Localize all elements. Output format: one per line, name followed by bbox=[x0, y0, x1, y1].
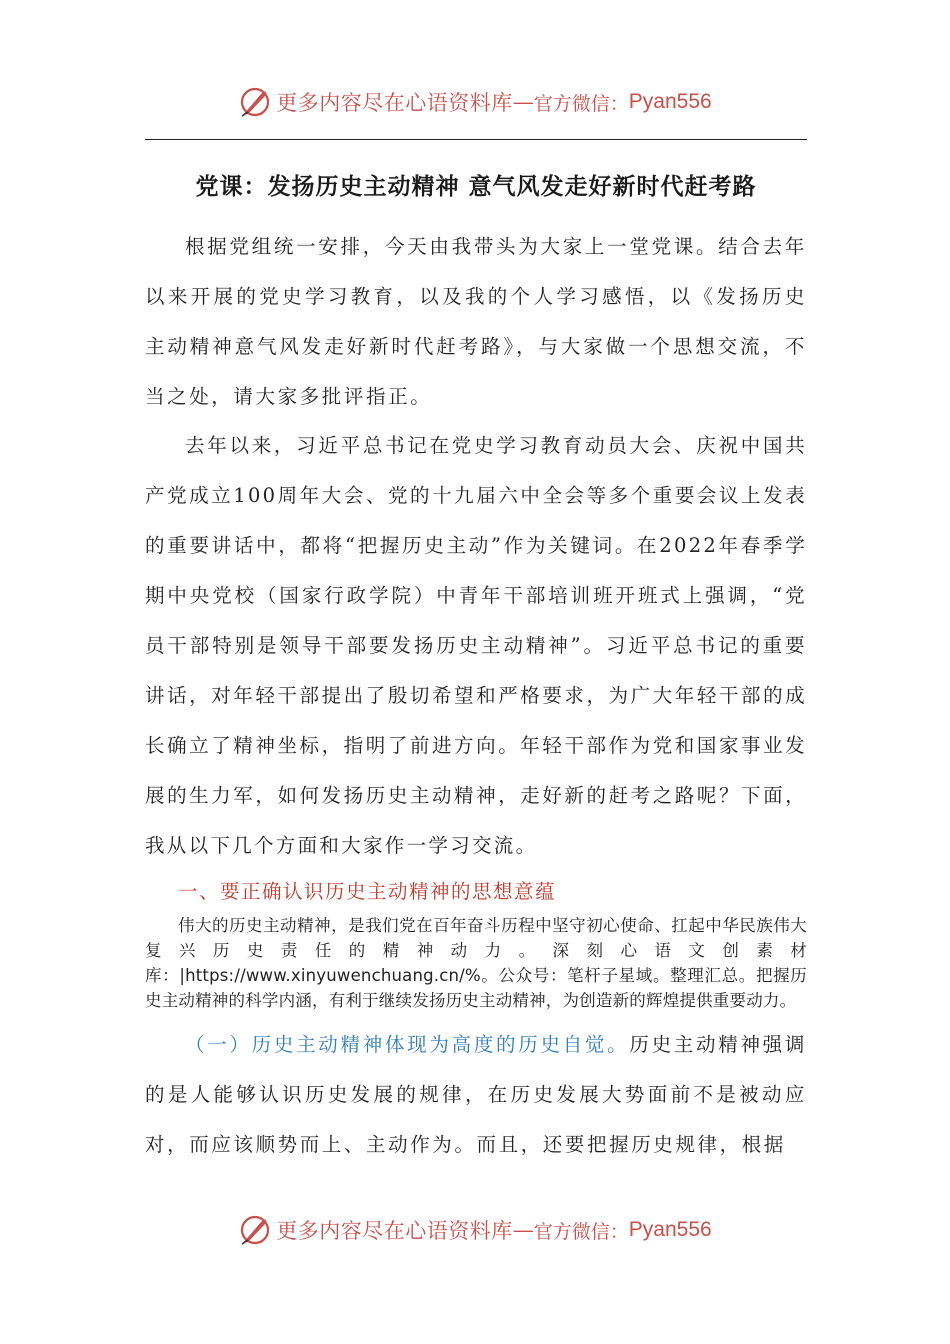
document-title: 党课：发扬历史主动精神 意气风发走好新时代赶考路 bbox=[195, 173, 757, 200]
header-divider bbox=[145, 139, 807, 140]
paragraph-subsection-1 bbox=[145, 1020, 807, 1170]
banner-dash: — bbox=[512, 90, 534, 114]
footer-banner bbox=[0, 1208, 950, 1252]
subsection-heading-1: （一）历史主动精神体现为高度的历史自觉。 bbox=[185, 1033, 630, 1056]
banner-text: 更多内容尽在心语资料库 bbox=[276, 91, 513, 115]
banner-dash: — bbox=[512, 1218, 534, 1242]
quill-pen-logo-icon bbox=[238, 85, 272, 119]
paragraph-background: 去年以来，习近平总书记在党史学习教育动员大会、庆祝中国共产党成立100周年大会、党的十九届六中全会等多个重要会议上发表的重要讲话中，都将“把握历史主动”作为关键词。在2022年春季学期中央党校（国家行政学院）中青年干部培训班开班式上强调，“党员干部特别是领导干部要发扬历史主动精神”。习近平总书记的重要讲话，对年轻干部提出了殷切希望和严格要求，为广大年轻干部的成长确立了精神坐标，指明了前进方向。年轻干部作为党和国家事业发展的生力军，如何发扬历史主动精神，走好新的赶考之路呢？下面，我从以下几个方面和大家作一学习交流。 bbox=[145, 434, 807, 857]
paragraph-intro: 根据党组统一安排，今天由我带头为大家上一堂党课。结合去年以来开展的党史学习教育，以及我的个人学习感悟，以《发扬历史主动精神意气风发走好新时代赶考路》，与大家做一个思想交流，不当之处，请大家多批评指正。 bbox=[145, 235, 807, 408]
banner-weixin-label: 官方微信： bbox=[533, 1220, 629, 1243]
paragraph-section-intro: 伟大的历史主动精神，是我们党在百年奋斗历程中坚守初心使命、扛起中华民族伟大复兴历史责任的精神动力。深刻心语文创素材库：|https://www.xinyuwenchuang.cn/%。公众号：笔杆子星域。整理汇总。把握历史主动精神的科学内涵，有利于继续发扬历史主动精神，为创造新的辉煌提供重要动力。 bbox=[145, 916, 807, 1010]
header-banner bbox=[0, 80, 950, 124]
quill-pen-logo-icon bbox=[238, 1213, 272, 1247]
subsection-body-1: 历史主动精神强调的是人能够认识历史发展的规律，在历史发展大势面前不是被动应对，而应该顺势而上、主动作为。而且，还要把握历史规律，根据 bbox=[145, 1033, 807, 1156]
section-heading-1: 一、要正确认识历史主动精神的思想意蕴 bbox=[178, 880, 557, 903]
banner-wechat-id: Pyan556 bbox=[628, 1218, 712, 1241]
banner-text: 更多内容尽在心语资料库 bbox=[276, 1219, 513, 1243]
banner-wechat-id: Pyan556 bbox=[628, 90, 712, 113]
banner-weixin-label: 官方微信： bbox=[533, 92, 629, 115]
